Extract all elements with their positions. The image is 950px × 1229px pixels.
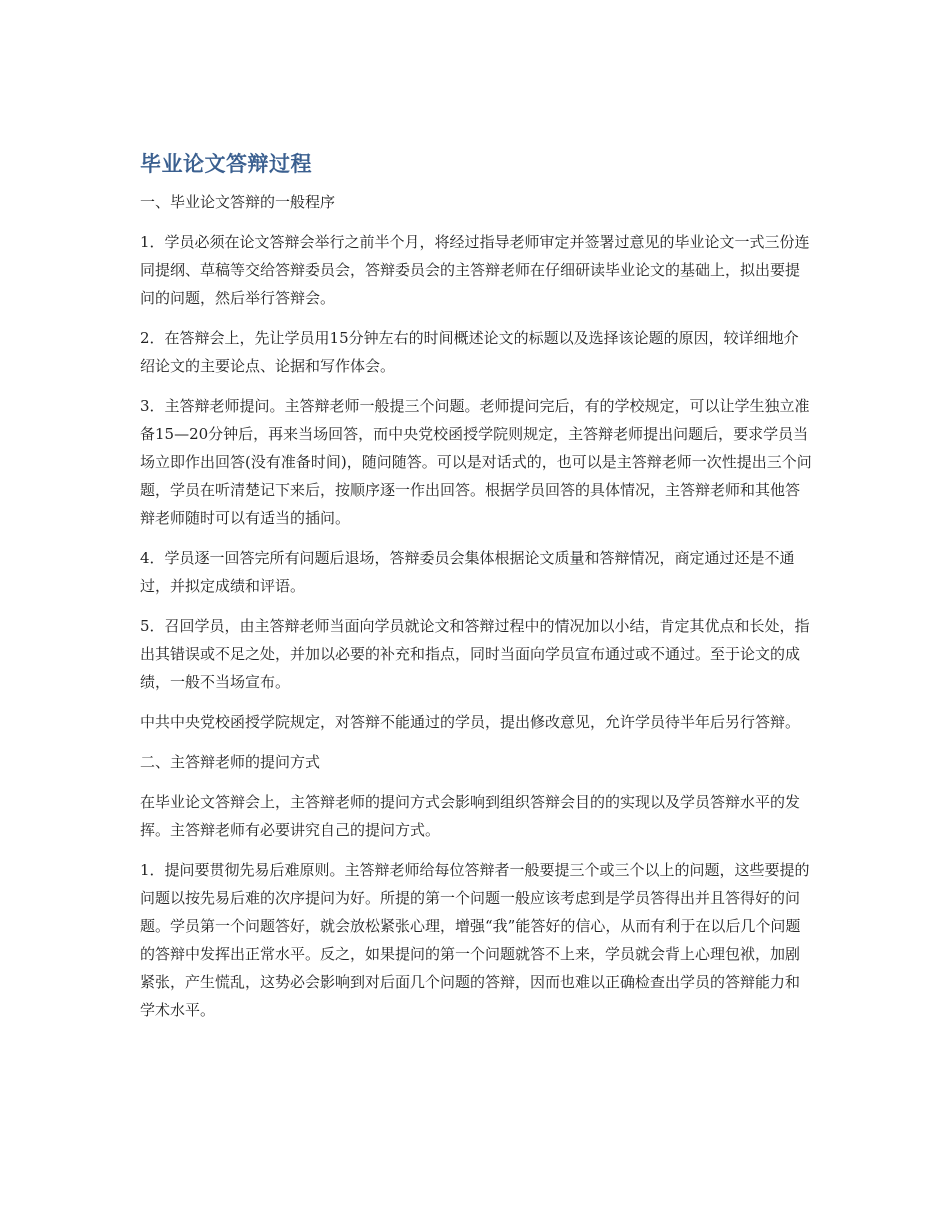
paragraph-procedure-5: 5．召回学员，由主答辩老师当面向学员就论文和答辩过程中的情况加以小结，肯定其优点和长处，指出其错误或不足之处，并加以必要的补充和指点，同时当面向学员宣布通过或不通过。至于论文的成绩，一般不当场宣布。 bbox=[140, 617, 810, 691]
section-heading-2: 二、主答辩老师的提问方式 bbox=[140, 753, 321, 771]
paragraph-questioning-1: 1．提问要贯彻先易后难原则。主答辩老师给每位答辩者一般要提三个或三个以上的问题，这些要提的问题以按先易后难的次序提问为好。所提的第一个问题一般应该考虑到是学员答得出并且答得好的问题。学员第一个问题答好，就会放松紧张心理，增强“我”能答好的信心，从而有利于在以后几个问题的答辩中发挥出正常水平。反之，如果提问的第一个问题就答不上来，学员就会背上心理包袱，加剧紧张，产生慌乱，这势必会影响到对后面几个问题的答辩，因而也难以正确检查出学员的答辩能力和学术水平。 bbox=[140, 861, 810, 1019]
document-page bbox=[140, 148, 812, 1036]
paragraph-procedure-1: 1．学员必须在论文答辩会举行之前半个月，将经过指导老师审定并签署过意见的毕业论文一式三份连同提纲、草稿等交给答辩委员会，答辩委员会的主答辩老师在仔细研读毕业论文的基础上，拟出要提问的问题，然后举行答辩会。 bbox=[140, 233, 810, 307]
paragraph-procedure-4: 4．学员逐一回答完所有问题后退场，答辩委员会集体根据论文质量和答辩情况，商定通过还是不通过，并拟定成绩和评语。 bbox=[140, 549, 795, 595]
document-title: 毕业论文答辩过程 bbox=[140, 152, 312, 176]
paragraph-procedure-2: 2．在答辩会上，先让学员用15分钟左右的时间概述论文的标题以及选择该论题的原因，较详细地介绍论文的主要论点、论据和写作体会。 bbox=[140, 329, 799, 375]
paragraph-questioning-intro: 在毕业论文答辩会上，主答辩老师的提问方式会影响到组织答辩会目的的实现以及学员答辩水平的发挥。主答辩老师有必要讲究自己的提问方式。 bbox=[140, 793, 801, 839]
paragraph-procedure-3: 3．主答辩老师提问。主答辩老师一般提三个问题。老师提问完后，有的学校规定，可以让学生独立准备15—20分钟后，再来当场回答，而中央党校函授学院则规定，主答辩老师提出问题后，要求学员当场立即作出回答(没有准备时间)，随问随答。可以是对话式的，也可以是主答辩老师一次性提出三个问题，学员在听清楚记下来后，按顺序逐一作出回答。根据学员回答的具体情况，主答辩老师和其他答辩老师随时可以有适当的插问。 bbox=[140, 397, 812, 527]
paragraph-rule-note: 中共中央党校函授学院规定，对答辩不能通过的学员，提出修改意见，允许学员待半年后另行答辩。 bbox=[140, 713, 801, 731]
section-heading-1: 一、毕业论文答辩的一般程序 bbox=[140, 193, 336, 211]
